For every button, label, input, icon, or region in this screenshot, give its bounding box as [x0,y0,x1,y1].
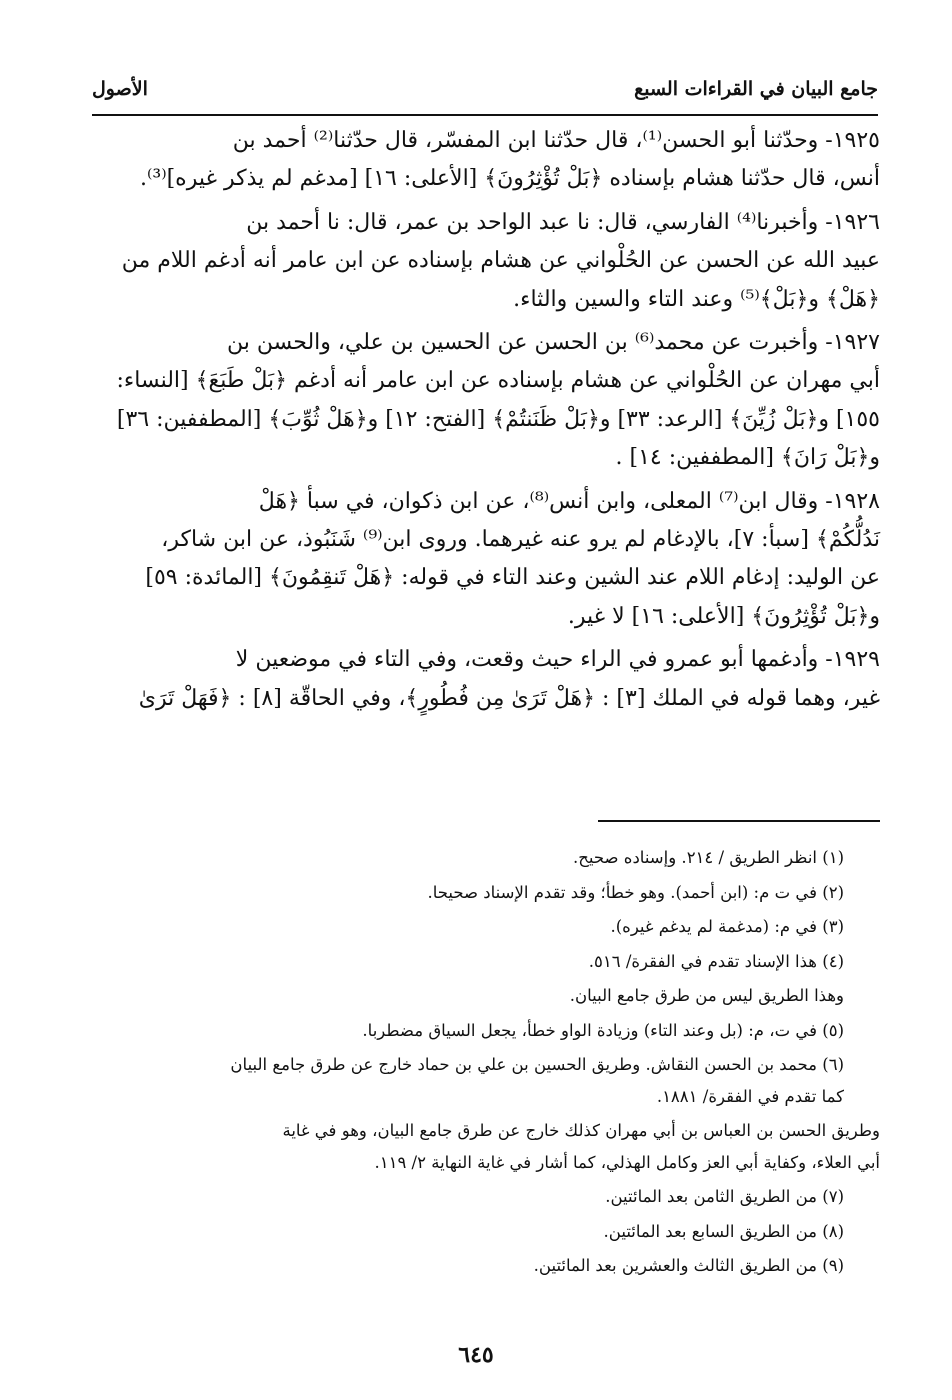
text-line: ١٩٢٥- وحدّثنا أبو الحسن⁽¹⁾، قال حدّثنا ابن المفسّر، قال حدّثنا⁽²⁾ أحمد بن [232,128,880,153]
text-line: ١٩٢٧- وأخبرت عن محمد⁽⁶⁾ بن الحسن عن الحسين بن علي، والحسن بن [227,330,880,356]
footnote-line: (١) انظر الطريق / ٢١٤. وإسناده صحيح. [573,848,844,867]
book-title: جامع البيان في القراءات السبع [634,78,878,100]
footnotes [92,842,880,1285]
text-line: نَدُلُّكُمْ﴾ [سبأ: ٧]، بالإدغام لم يرو عنه غيرهما. وروى ابن⁽⁹⁾ شَنَبُوذ، عن ابن شاكر، [161,527,880,553]
page-number: ٦٤٥ [458,1342,494,1368]
main-text [92,122,880,723]
footnote-line: وطريق الحسن بن العباس بن أبي مهران كذلك خارج عن طرق جامع البيان، وهو في غاية [282,1121,880,1140]
footnote-5 [92,1015,844,1047]
section-title: الأصول [92,78,148,100]
footnote-line: (٨) من الطريق السابع بعد المائتين. [603,1221,844,1241]
text-line: عن الوليد: إدغام اللام عند الشين وعند التاء في قوله: ﴿هَلْ تَنقِمُونَ﴾ [المائدة: ٥٩] [145,565,880,591]
text-line: أبي مهران عن الحُلْواني عن هشام بإسناده عن ابن عامر أنه أدغم ﴿بَلْ طَبَعَ﴾ [النساء: [116,368,880,394]
text-line: ١٥٥] و﴿بَلْ زُيِّنَ﴾ [الرعد: ٣٣] و﴿بَلْ ظَنَنتُمْ﴾ [الفتح: ١٢] و﴿هَلْ ثُوِّبَ﴾ [المطففين: ٣٦] [116,406,880,432]
footnote-line: كما تقدم في الفقرة/ ١٨٨١. [656,1086,844,1106]
footnote-4-continuation [92,980,844,1012]
footnote-9 [92,1250,844,1282]
paragraph-1926 [92,204,880,319]
footnote-3 [92,911,844,943]
footnote-4 [92,946,844,978]
paragraph-1927 [92,324,880,478]
footnote-6 [92,1049,844,1112]
footnote-6-continuation [92,1115,880,1178]
footnote-line: (٣) في م: (مدغمة لم يدغم غيره). [610,917,844,936]
text-line: ١٩٢٦- وأخبرنا⁽⁴⁾ الفارسي، قال: نا عبد الواحد بن عمر، قال: نا أحمد بن [246,209,880,235]
text-line: أنس، قال حدّثنا هشام بإسناده ﴿بَلْ تُؤْثِرُونَ﴾ [الأعلى: ١٦] [مدغم لم يذكر غيره]⁽³⁾. [139,166,880,192]
footnote-8 [92,1216,844,1248]
footnote-1 [92,842,844,874]
text-line: غير، وهما قوله في الملك [٣] : ﴿هَلْ تَرَىٰ مِن فُطُورٍ﴾، وفي الحاقّة [٨] : ﴿فَهَلْ تَرَىٰ [138,685,880,711]
paragraph-1929 [92,641,880,718]
footnote-line: (٩) من الطريق الثالث والعشرين بعد المائتين. [533,1256,844,1275]
footnote-line: (٧) من الطريق الثامن بعد المائتين. [605,1187,844,1206]
text-line: عبيد الله عن الحسن عن الحُلْواني عن هشام بإسناده عن ابن عامر أنه أدغم اللام من [121,248,880,274]
footnote-line: (٦) محمد بن الحسن النقاش. وطريق الحسين بن علي بن حماد خارج عن طرق جامع البيان [230,1055,844,1074]
paragraph-1925 [92,122,880,199]
text-line: ١٩٢٨- وقال ابن⁽⁷⁾ المعلى، وابن أنس⁽⁸⁾، عن ابن ذكوان، في سبأ ﴿هَلْ [258,488,880,514]
footnote-separator [598,820,880,822]
text-line: و﴿بَلْ رَانَ﴾ [المطففين: ١٤] . [615,445,880,471]
footnote-line: (٢) في ت م: (ابن أحمد). وهو خطأ؛ وقد تقدم الإسناد صحيحا. [427,882,844,902]
footnote-2 [92,877,844,909]
text-line: و﴿بَلْ تُؤْثِرُونَ﴾ [الأعلى: ١٦] لا غير. [567,603,880,629]
footnote-7 [92,1181,844,1213]
footnote-line: وهذا الطريق ليس من طرق جامع البيان. [569,986,844,1005]
text-line: ﴿هَلْ﴾ و﴿بَلْ﴾⁽⁵⁾ وعند التاء والسين والثاء. [513,286,880,312]
footnote-line: (٤) هذا الإسناد تقدم في الفقرة/ ٥١٦. [588,951,844,971]
footnote-line: أبي العلاء، وكفاية أبي العز وكامل الهذلي، كما أشار في غاية النهاية ٢/ ١١٩. [374,1152,880,1172]
paragraph-1928 [92,483,880,637]
running-header [92,70,878,116]
text-line: ١٩٢٩- وأدغمها أبو عمرو في الراء حيث وقعت، وفي التاء في موضعين لا [235,647,880,673]
footnote-line: (٥) في ت، م: (بل وعند التاء) وزيادة الواو خطأ، يجعل السياق مضطربا. [362,1020,844,1040]
